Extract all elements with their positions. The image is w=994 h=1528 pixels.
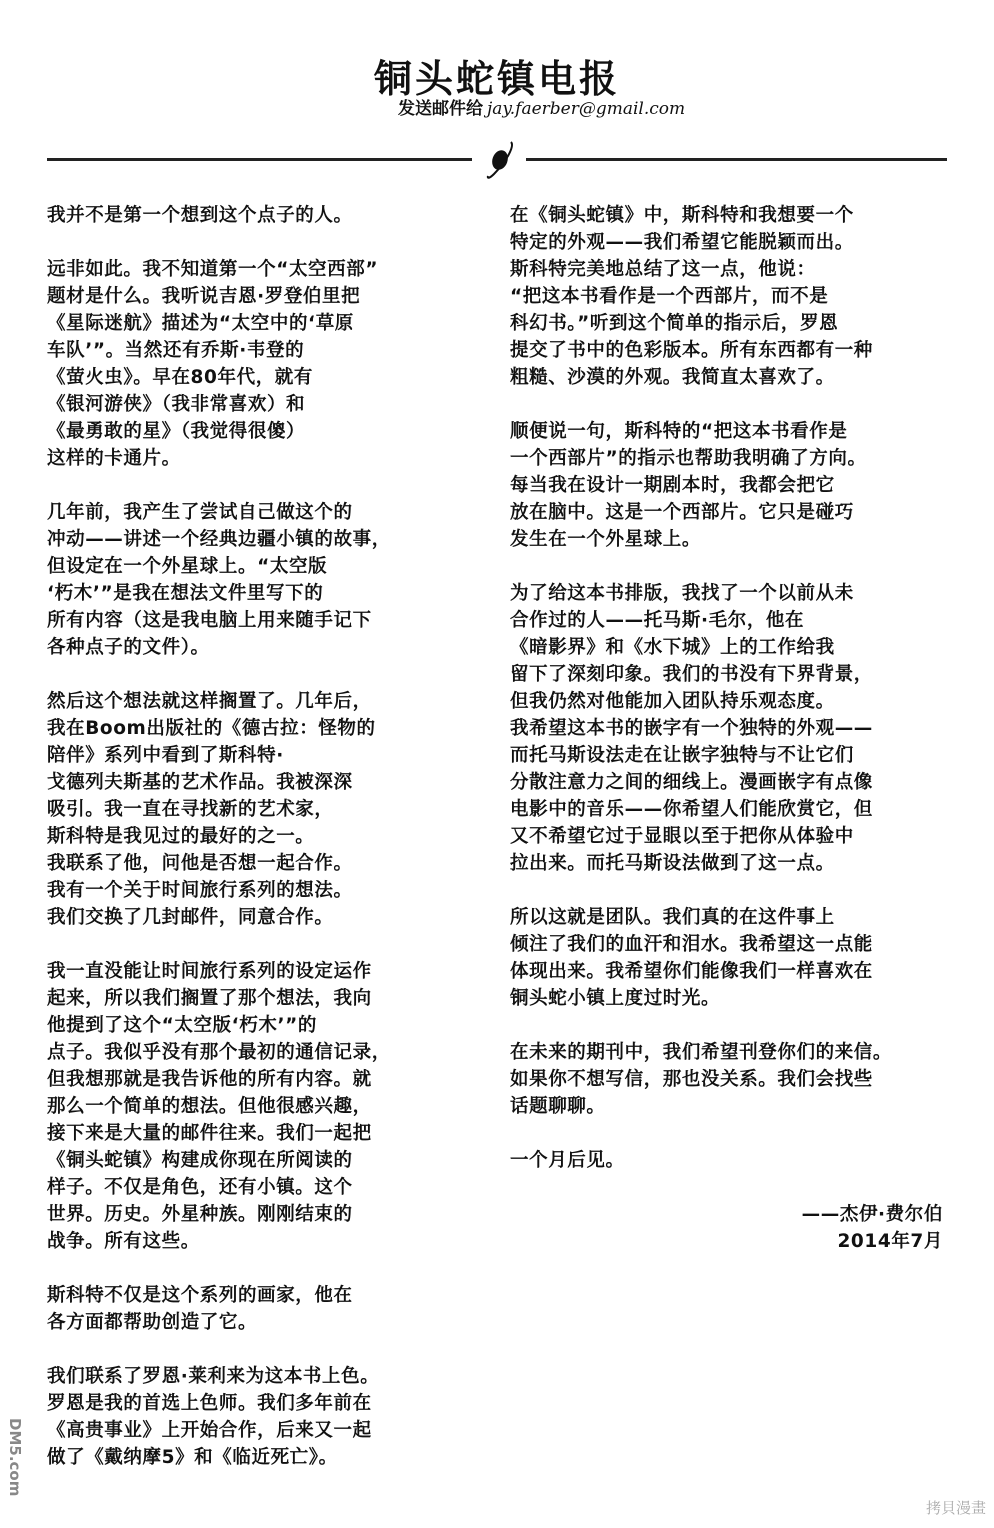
text-line: 我们交换了几封邮件，同意合作。 <box>47 907 334 928</box>
text-line: 而托马斯设法走在让嵌字独特与不让它们 <box>510 745 854 766</box>
paragraph <box>510 580 943 877</box>
text-line: 《铜头蛇镇》构建成你现在所阅读的 <box>47 1150 353 1171</box>
text-line: 合作过的人——托马斯·毛尔，他在 <box>510 610 805 631</box>
paragraph <box>510 1039 943 1120</box>
right-column <box>510 202 943 1255</box>
text-line: 各种点子的文件）。 <box>47 637 210 658</box>
left-column <box>47 202 391 1498</box>
text-line: 题材是什么。我听说吉恩·罗登伯里把 <box>47 286 361 307</box>
text-line: 然后这个想法就这样搁置了。几年后， <box>47 691 372 712</box>
text-line: 但我仍然对他能加入团队持乐观态度。 <box>510 691 835 712</box>
text-line: 在未来的期刊中，我们希望刊登你们的来信。 <box>510 1042 893 1063</box>
text-line: 体现出来。我希望你们能像我们一样喜欢在 <box>510 961 873 982</box>
text-line: 吸引。我一直在寻找新的艺术家， <box>47 799 334 820</box>
planet-icon <box>482 140 518 180</box>
text-line: 我一直没能让时间旅行系列的设定运作 <box>47 961 372 982</box>
paragraph <box>510 904 943 1012</box>
text-line: 我并不是第一个想到这个点子的人。 <box>47 205 353 226</box>
text-line: 提交了书中的色彩版本。所有东西都有一种 <box>510 340 873 361</box>
text-line: 做了《戴纳摩5》和《临近死亡》。 <box>47 1447 338 1468</box>
text-line: 样子。不仅是角色，还有小镇。这个 <box>47 1177 353 1198</box>
text-line: 接下来是大量的邮件往来。我们一起把 <box>47 1123 372 1144</box>
text-line: 一个西部片”的指示也帮助我明确了方向。 <box>510 448 867 469</box>
text-line: 放在脑中。这是一个西部片。它只是碰巧 <box>510 502 854 523</box>
text-line: 但设定在一个外星球上。“太空版 <box>47 556 328 577</box>
text-line: 那么一个简单的想法。但他很感兴趣， <box>47 1096 372 1117</box>
text-line: 《高贵事业》上开始合作，后来又一起 <box>47 1420 372 1441</box>
text-line: ‘朽木’”是我在想法文件里写下的 <box>47 583 324 604</box>
page-title: 铜头蛇镇电报 <box>373 57 620 101</box>
paragraph <box>510 1147 943 1174</box>
text-line: 又不希望它过于显眼以至于把你从体验中 <box>510 826 854 847</box>
text-line: 顺便说一句，斯科特的“把这本书看作是 <box>510 421 848 442</box>
text-line: 几年前，我产生了尝试自己做这个的 <box>47 502 353 523</box>
paragraph <box>47 1282 391 1336</box>
text-line: 战争。所有这些。 <box>47 1231 200 1252</box>
text-line: 世界。历史。外星种族。刚刚结束的 <box>47 1204 353 1225</box>
watermark-copy-manga: 拷貝漫畫 <box>925 1499 986 1517</box>
text-line: 在《铜头蛇镇》中，斯科特和我想要一个 <box>510 205 854 226</box>
watermark-dm5: DM5.com <box>6 1418 24 1497</box>
text-line: 倾注了我们的血汗和泪水。我希望这一点能 <box>510 934 873 955</box>
subtitle <box>398 94 685 119</box>
text-line: 发生在一个外星球上。 <box>510 529 702 550</box>
text-line: 我在Boom出版社的《德古拉：怪物的 <box>47 718 376 739</box>
text-line: 罗恩是我的首选上色师。我们多年前在 <box>47 1393 372 1414</box>
signature <box>510 1201 943 1255</box>
text-line: 各方面都帮助创造了它。 <box>47 1312 258 1333</box>
text-line: 《暗影界》和《水下城》上的工作给我 <box>510 637 835 658</box>
text-line: 点子。我似乎没有那个最初的通信记录， <box>47 1042 391 1063</box>
text-line: 他提到了这个“太空版‘朽木’”的 <box>47 1015 317 1036</box>
paragraph <box>47 1363 391 1471</box>
paragraph <box>47 202 391 229</box>
text-line: 我有一个关于时间旅行系列的想法。 <box>47 880 353 901</box>
signature-name: ——杰伊·费尔伯 <box>801 1204 943 1225</box>
text-line: 斯科特是我见过的最好的之一。 <box>47 826 315 847</box>
email-link[interactable]: jay.faerber@gmail.com <box>487 99 686 119</box>
text-line: 但我想那就是我告诉他的所有内容。就 <box>47 1069 372 1090</box>
text-line: 话题聊聊。 <box>510 1096 606 1117</box>
text-line: 科幻书。”听到这个简单的指示后，罗恩 <box>510 313 839 334</box>
paragraph <box>47 499 391 661</box>
paragraph <box>510 202 943 391</box>
text-line: 起来，所以我们搁置了那个想法，我向 <box>47 988 372 1009</box>
text-line: 《银河游侠》（我非常喜欢）和 <box>47 394 306 415</box>
text-line: 戈德列夫斯基的艺术作品。我被深深 <box>47 772 353 793</box>
text-line: 如果你不想写信，那也没关系。我们会找些 <box>510 1069 873 1090</box>
paragraph <box>47 688 391 931</box>
paragraph <box>510 418 943 553</box>
text-line: 《最勇敢的星》（我觉得很傻） <box>47 421 306 442</box>
text-line: 特定的外观——我们希望它能脱颖而出。 <box>510 232 854 253</box>
text-line: 拉出来。而托马斯设法做到了这一点。 <box>510 853 835 874</box>
text-line: 冲动——讲述一个经典边疆小镇的故事， <box>47 529 391 550</box>
divider-left <box>47 158 472 161</box>
text-line: 粗糙、沙漠的外观。我简直太喜欢了。 <box>510 367 835 388</box>
text-line: 陪伴》系列中看到了斯科特· <box>47 745 284 766</box>
text-line: 电影中的音乐——你希望人们能欣赏它，但 <box>510 799 873 820</box>
divider-right <box>526 158 947 161</box>
text-line: 我希望这本书的嵌字有一个独特的外观—— <box>510 718 873 739</box>
text-line: 斯科特完美地总结了这一点，他说： <box>510 259 816 280</box>
text-line: 车队’”。当然还有乔斯·韦登的 <box>47 340 305 361</box>
text-line: 所有内容（这是我电脑上用来随手记下 <box>47 610 372 631</box>
text-line: 我们联系了罗恩·莱利来为这本书上色。 <box>47 1366 380 1387</box>
signature-date: 2014年7月 <box>837 1231 943 1252</box>
paragraph <box>47 256 391 472</box>
text-line: 为了给这本书排版，我找了一个以前从未 <box>510 583 854 604</box>
text-line: 分散注意力之间的细线上。漫画嵌字有点像 <box>510 772 873 793</box>
paragraph <box>47 958 391 1255</box>
text-line: 一个月后见。 <box>510 1150 625 1171</box>
text-line: 斯科特不仅是这个系列的画家，他在 <box>47 1285 353 1306</box>
text-line: 每当我在设计一期剧本时，我都会把它 <box>510 475 835 496</box>
text-line: 留下了深刻印象。我们的书没有下界背景， <box>510 664 873 685</box>
text-line: 铜头蛇小镇上度过时光。 <box>510 988 721 1009</box>
text-line: 远非如此。我不知道第一个“太空西部” <box>47 259 379 280</box>
text-line: 这样的卡通片。 <box>47 448 181 469</box>
text-line: “把这本书看作是一个西部片，而不是 <box>510 286 829 307</box>
text-line: 我联系了他，问他是否想一起合作。 <box>47 853 353 874</box>
subtitle-label: 发送邮件给 <box>398 99 483 119</box>
text-line: 《星际迷航》描述为“太空中的‘草原 <box>47 313 354 334</box>
text-line: 《萤火虫》。早在80年代，就有 <box>47 367 313 388</box>
text-line: 所以这就是团队。我们真的在这件事上 <box>510 907 835 928</box>
